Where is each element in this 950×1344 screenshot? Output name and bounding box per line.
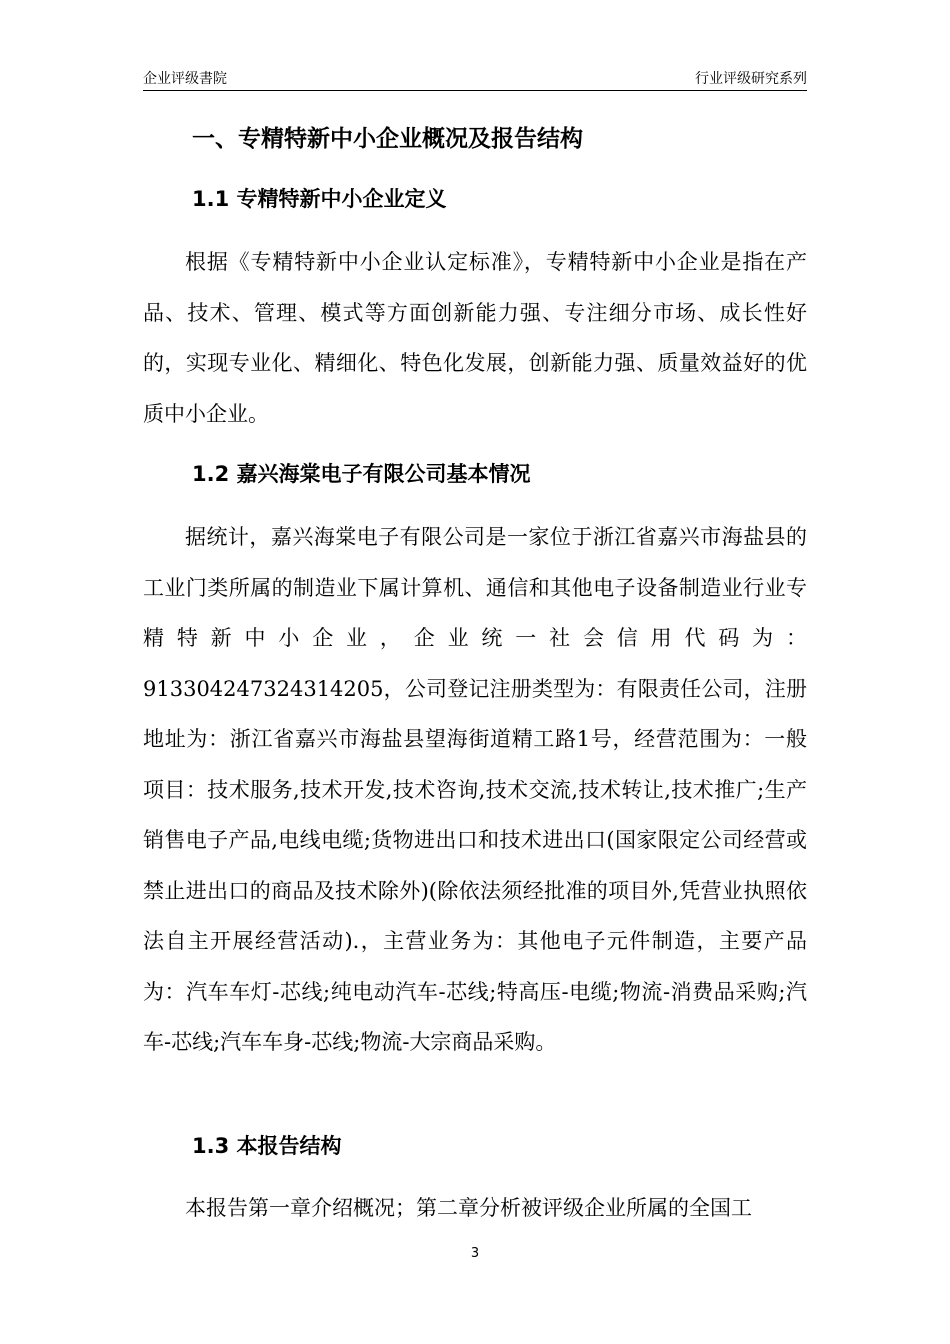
section-heading-1-1: 1.1 专精特新中小企业定义 (192, 187, 447, 211)
page-header (143, 68, 807, 91)
section-heading-1-2: 1.2 嘉兴海棠电子有限公司基本情况 (192, 462, 531, 486)
section-heading-1-3: 1.3 本报告结构 (192, 1134, 342, 1158)
section-body-1-1: 根据《专精特新中小企业认定标准》，专精特新中小企业是指在产品、技术、管理、模式等方面创新能力强、专注细分市场、成长性好的，实现专业化、精细化、特色化发展，创新能力强、质量效益好的优质中小企业。 (143, 250, 807, 426)
chapter-title: 一、专精特新中小企业概况及报告结构 (192, 126, 583, 152)
header-left-text: 企业评级書院 (143, 71, 227, 87)
section-body-1-3: 本报告第一章介绍概况；第二章分析被评级企业所属的全国工 (185, 1196, 752, 1220)
header-right-text: 行业评级研究系列 (695, 71, 807, 87)
page-number: 3 (470, 1246, 480, 1261)
section-body-1-2: 据统计，嘉兴海棠电子有限公司是一家位于浙江省嘉兴市海盐县的工业门类所属的制造业下属计算机、通信和其他电子设备制造业行业专精特新中小企业，企业统一社会信用代码为：913304247324314205，公司登记注册类型为：有限责任公司，注册地址为：浙江省嘉兴市海盐县望海街道精工路1号，经营范围为：一般项目：技术服务,技术开发,技术咨询,技术交流,技术转让,技术推广;生产销售电子产品,电线电缆;货物进出口和技术进出口(国家限定公司经营或禁止进出口的商品及技术除外)(除依法须经批准的项目外,凭营业执照依法自主开展经营活动).，主营业务为：其他电子元件制造，主要产品为：汽车车灯-芯线;纯电动汽车-芯线;特高压-电缆;物流-消费品采购;汽车-芯线;汽车车身-芯线;物流-大宗商品采购。 (143, 525, 807, 1054)
